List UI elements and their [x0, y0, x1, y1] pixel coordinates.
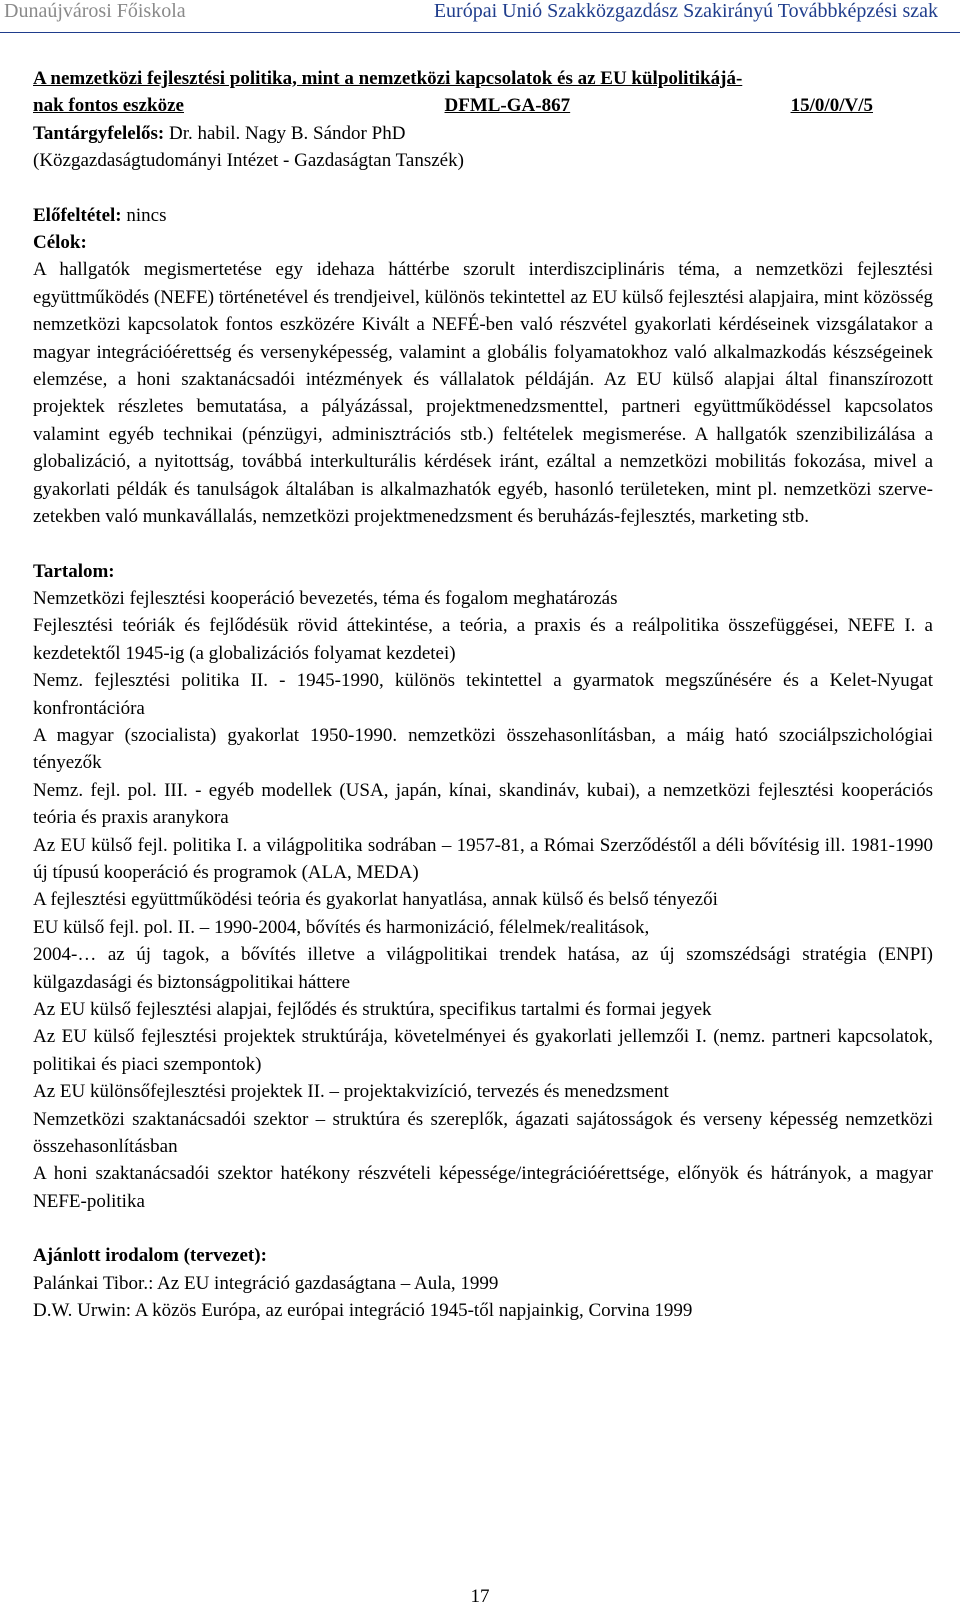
content-item: A magyar (szocialista) gyakorlat 1950-1990. nemzetközi összehasonlításban, a máig ható szociálpszichológiai tényezők: [33, 724, 933, 774]
content-item: A honi szaktanácsadói szektor hatékony részvételi képessége/integrációérettsége, előnyök és hátrányok, a magyar NEFE-politika: [33, 1163, 933, 1212]
course-responsible: [33, 120, 933, 147]
prereq-value: nincs: [121, 204, 167, 226]
course-code: DFML-GA-867: [444, 95, 571, 117]
prerequisite: [33, 202, 933, 229]
page-header: [0, 0, 960, 44]
content-item: A fejlesztési együttműködési teória és gyakorlat hanyatlása, annak külső és belső tényezői: [33, 889, 718, 911]
course-title-rest: nak fontos eszköze: [33, 95, 184, 117]
content-item: Fejlesztési teóriák és fejlődésük rövid áttekintése, a teória, a praxis és a reálpolitika összefüggései, NEFE I. a kezdetektől 1945-ig (a globalizációs folyamat kezdetei): [33, 615, 933, 664]
header-program: Európai Unió Szakközgazdász Szakirányú Továbbképzési szak: [433, 0, 938, 22]
content-item: Az EU különsőfejlesztési projektek II. – projektakvizíció, tervezés és menedzsment: [33, 1081, 669, 1103]
header-institution: Dunaújvárosi Főiskola: [4, 0, 186, 22]
goals-heading: Célok:: [33, 232, 87, 254]
goals-text: A hallgatók megismertetése egy idehaza háttérbe szorult interdiszciplináris téma, a nemzetközi fejlesztési együttműködés (NEFE) történetével és trendjeivel, különös tekintettel az EU külső fejlesztési alapjaira, mint közösség nemzetközi kapcsolatok fontos eszközére Kivált a NEFÉ-ben való részvétel gyakorlati kérdéseinek vizsgálatakor a magyar integrációérettség és versenyképesség, valamint a globális folyamatokhoz való alkalmazkodás készségeinek elemzése, a honi szaktanácsadói intézmények és vállalatok példáján. Az EU külső alapjai által finanszírozott projektek részletes bemutatása, a pályázással, projektmenedzsmenttel, partneri együttműködéssel kapcsolatos valamint egyéb technikai (pénzügyi, adminisztrációs stb.) feltételek megismerése. A hallgatók szenzibilizálása a globalizáció, a nyitottság, továbbá interkulturális kérdések iránt, ezáltal a nemzetközi mobilitás fokozása, mivel a gyakorlati példák és tanulságok általában is alkalmazhatók egyéb, hasonló területeken, mint pl. nemzetközi szervezetekben való munkavállalás, nemzetközi projektmenedzsment és beruházás-fejlesztés, marketing stb.: [33, 259, 933, 528]
page-number: 17: [470, 1586, 490, 1607]
content-list: [33, 585, 933, 1215]
content-item: Az EU külső fejlesztési projektek struktúrája, követelményei és gyakorlati jellemzői I. (nemz. partneri kapcsolatok, politikai és piaci szempontok): [33, 1026, 933, 1075]
content-item: Nemzetközi fejlesztési kooperáció bevezetés, téma és fogalom meghatározás: [33, 587, 618, 609]
literature-heading: Ajánlott irodalom (tervezet):: [33, 1245, 267, 1267]
prereq-label: Előfeltétel:: [33, 204, 122, 226]
content-item: Nemz. fejlesztési politika II. - 1945-1990, különös tekintettel a gyarmatok megszűnésére és a Kelet-Nyugat konfrontációra: [33, 670, 933, 719]
literature-item: Palánkai Tibor.: Az EU integráció gazdaságtana – Aula, 1999: [33, 1272, 499, 1294]
literature-item: D.W. Urwin: A közös Európa, az európai integráció 1945-től napjainkig, Corvina 1999: [33, 1300, 693, 1322]
content-item: 2004-… az új tagok, a bővítés illetve a világpolitikai trendek hatása, az új szomszédsági stratégia (ENPI) külgazdasági és biztonságpolitikai háttere: [33, 944, 933, 993]
content-item: EU külső fejl. pol. II. – 1990-2004, bővítés és harmonizáció, félelmek/realitások,: [33, 916, 650, 938]
content-item: Nemzetközi szaktanácsadói szektor – struktúra és szereplők, ágazati sajátosságok és verseny képesség nemzetközi összehasonlításban: [33, 1108, 933, 1158]
document-body: [33, 65, 933, 1324]
header-rule: [0, 32, 960, 33]
content-item: Az EU külső fejlesztési alapjai, fejlődés és struktúra, specifikus tartalmi és formai jegyek: [33, 999, 712, 1020]
content-item: Nemz. fejl. pol. III. - egyéb modellek (USA, japán, kínai, skandináv, kubai), a nemzetközi fejlesztési kooperációs teória és praxis aranykora: [33, 779, 933, 829]
content-heading: Tartalom:: [33, 560, 115, 582]
course-title-line1: A nemzetközi fejlesztési politika, mint a nemzetközi kapcsolatok és az EU külpolitikájá-: [33, 68, 743, 89]
responsible-name: Dr. habil. Nagy B. Sándor PhD: [164, 122, 406, 144]
course-credits: 15/0/0/V/5: [790, 95, 873, 117]
content-item: Az EU külső fejl. politika I. a világpolitika sodrában – 1957-81, a Római Szerződéstől a déli bővítésig ill. 1981-1990 új típusú kooperáció és programok (ALA, MEDA): [33, 834, 933, 883]
course-title-line2: [33, 92, 933, 119]
responsible-label: Tantárgyfelelős:: [33, 122, 165, 144]
course-institute: (Közgazdaságtudományi Intézet - Gazdaságtan Tanszék): [33, 150, 464, 172]
